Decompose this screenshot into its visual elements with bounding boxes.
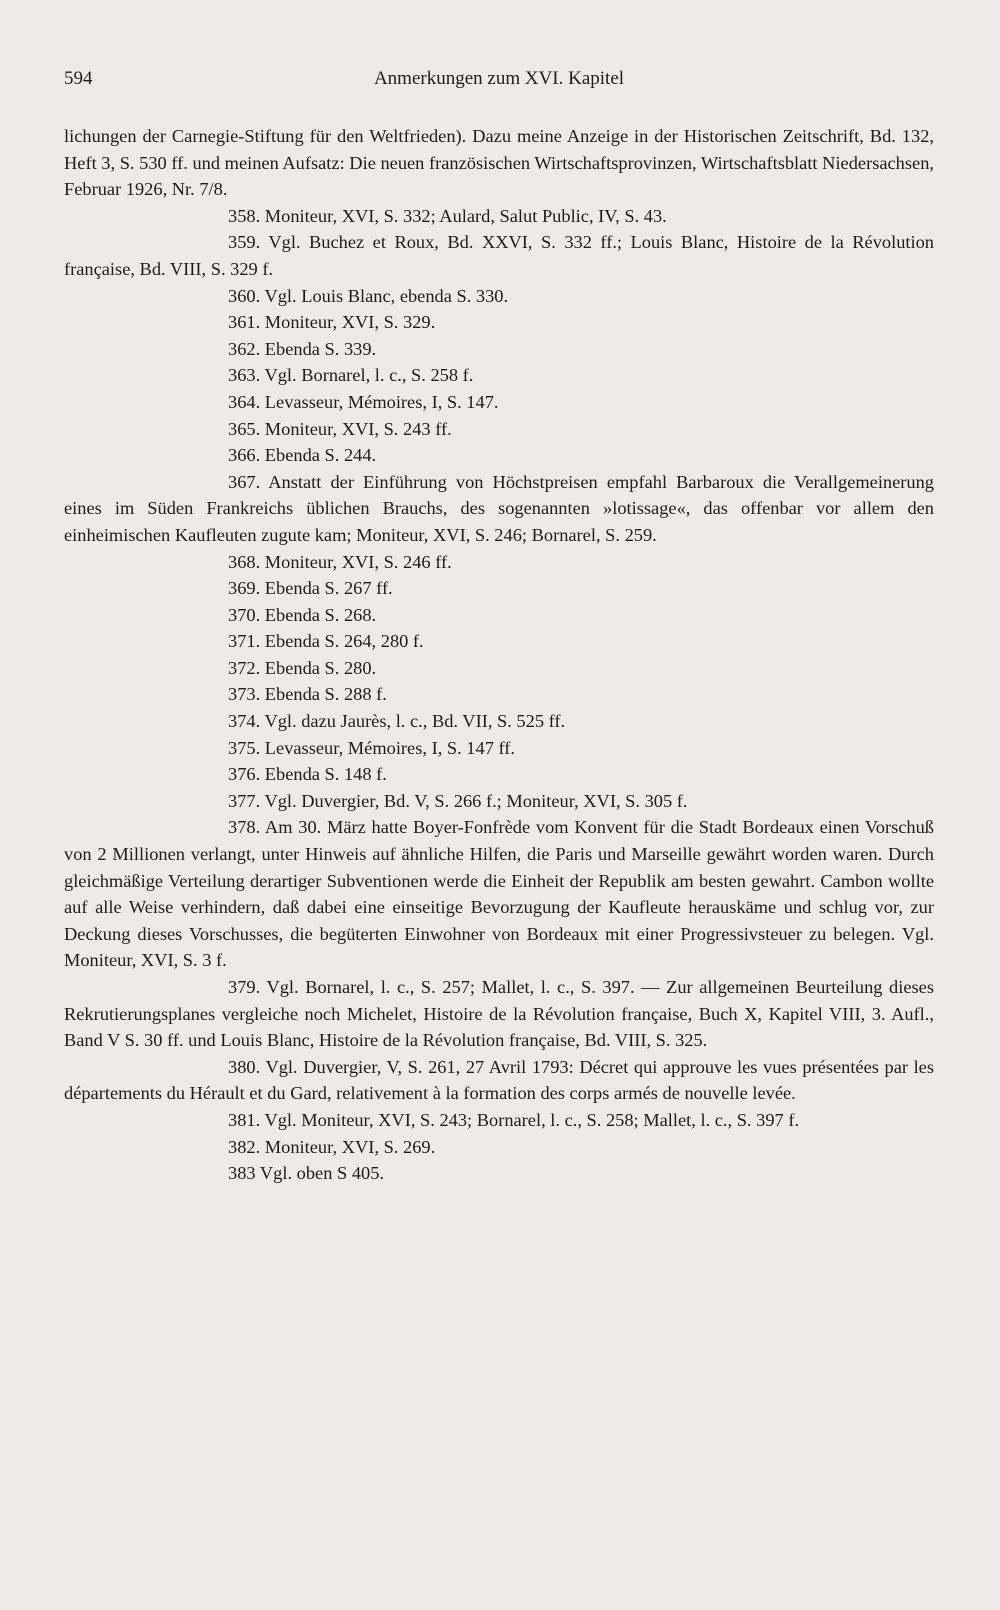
- note-item: [64, 549, 934, 576]
- note-text: Vgl. dazu Jaurès, l. c., Bd. VII, S. 525 ff.: [264, 711, 566, 732]
- note-text: Vgl. Bornarel, l. c., S. 257; Mallet, l. c., S. 397. — Zur allgemeinen Beurteilung dieses Rekrutierungsplanes vergleiche noch Michelet, Histoire de la Révolution française, Buch X, Kapitel VIII, 3. Aufl., Band V S. 30 ff. und Louis Blanc, Histoire de la Révolution française, Bd. VIII, S. 325.: [64, 977, 935, 1051]
- note-text: Ebenda S. 288 f.: [264, 684, 387, 705]
- note-text: Levasseur, Mémoires, I, S. 147 ff.: [264, 737, 516, 758]
- note-text: Moniteur, XVI, S. 243 ff.: [264, 418, 452, 439]
- note-item: [64, 735, 934, 762]
- note-item: [64, 681, 934, 708]
- note-number: 362.: [228, 338, 261, 359]
- note-number: 360.: [228, 285, 261, 306]
- note-number: 364.: [228, 391, 261, 412]
- note-text: Ebenda S. 244.: [264, 445, 377, 466]
- note-number: 367.: [228, 471, 261, 492]
- note-item: [64, 362, 934, 389]
- note-text: Vgl. Louis Blanc, ebenda S. 330.: [264, 285, 509, 306]
- note-item: [64, 655, 934, 682]
- note-number: 373.: [228, 684, 261, 705]
- note-number: 381.: [228, 1109, 261, 1130]
- note-item: [64, 974, 934, 1054]
- page-number: 594: [64, 68, 93, 89]
- note-item: [64, 1160, 934, 1187]
- note-number: 375.: [228, 737, 261, 758]
- note-number: 361.: [228, 312, 261, 333]
- note-continuation: lichungen der Carnegie-Stiftung für den Weltfrieden). Dazu meine Anzeige in der Historischen Zeitschrift, Bd. 132, Heft 3, S. 530 ff. und meinen Aufsatz: Die neuen französischen Wirtschaftsprovinzen, Wirtschaftsblatt Niedersachsen, Februar 1926, Nr. 7/8.: [64, 126, 934, 200]
- note-number: 358.: [228, 205, 261, 226]
- note-item: [64, 1134, 934, 1161]
- note-text: Anstatt der Einführung von Höchstpreisen empfahl Barbaroux die Verallgemeinerung eines im Süden Frankreichs üblichen Brauchs, des sogenannten »lotissage«, das offenbar vor allem den einheimischen Kaufleuten zugute kam; Moniteur, XVI, S. 246; Bornarel, S. 259.: [64, 471, 934, 545]
- note-list: [64, 203, 934, 1187]
- note-number: 380.: [228, 1056, 261, 1077]
- note-item: [64, 229, 934, 282]
- note-item: [64, 203, 934, 230]
- note-item: [64, 1054, 934, 1107]
- note-number: 376.: [228, 764, 261, 785]
- note-item: [64, 442, 934, 469]
- note-number: 378.: [228, 817, 261, 838]
- note-text: Ebenda S. 264, 280 f.: [264, 631, 424, 652]
- note-item: [64, 628, 934, 655]
- note-text: Vgl. oben S 405.: [259, 1163, 384, 1184]
- note-number: 369.: [228, 578, 261, 599]
- note-text: Ebenda S. 267 ff.: [264, 578, 393, 599]
- running-title: Anmerkungen zum XVI. Kapitel: [373, 68, 625, 89]
- note-item: [64, 761, 934, 788]
- note-item: [64, 602, 934, 629]
- note-text: Vgl. Moniteur, XVI, S. 243; Bornarel, l. c., S. 258; Mallet, l. c., S. 397 f.: [264, 1109, 800, 1130]
- note-text: Am 30. März hatte Boyer-Fonfrède vom Konvent für die Stadt Bordeaux einen Vorschuß von 2 Millionen verlangt, unter Hinweis auf ähnliche Hilfen, die Paris und Marseille gewährt worden waren. Durch gleichmäßige Verteilung derartiger Subventionen werde die Einheit der Republik am besten gewahrt. Cambon wollte auf alle Weise verhindern, daß dabei eine einseitige Bevorzugung der Kaufleute herauskäme und schlug vor, zur Deckung dieses Vorschusses, die begüterten Einwohner von Bordeaux mit einer Progressivsteuer zu belegen. Vgl. Moniteur, XVI, S. 3 f.: [64, 817, 934, 971]
- note-number: 359.: [228, 232, 261, 253]
- note-text: Ebenda S. 339.: [264, 338, 377, 359]
- endnotes: [64, 123, 934, 1187]
- note-item: [64, 389, 934, 416]
- note-number: 383: [228, 1163, 256, 1184]
- note-text: Vgl. Bornarel, l. c., S. 258 f.: [264, 365, 474, 386]
- note-number: 372.: [228, 657, 261, 678]
- note-text: Moniteur, XVI, S. 246 ff.: [264, 551, 452, 572]
- note-text: Levasseur, Mémoires, I, S. 147.: [264, 391, 499, 412]
- note-item: [64, 1107, 934, 1134]
- note-number: 366.: [228, 445, 261, 466]
- note-number: 379.: [228, 977, 261, 997]
- note-number: 374.: [228, 711, 261, 732]
- note-text: Ebenda S. 280.: [264, 657, 377, 678]
- note-item: [64, 336, 934, 363]
- note-text: Ebenda S. 268.: [264, 604, 377, 625]
- note-item: [64, 788, 934, 815]
- note-number: 365.: [228, 418, 261, 439]
- note-item: [64, 416, 934, 443]
- note-item: [64, 708, 934, 735]
- note-text: Moniteur, XVI, S. 332; Aulard, Salut Public, IV, S. 43.: [264, 205, 667, 226]
- note-item: [64, 469, 934, 549]
- note-item: [64, 309, 934, 336]
- note-number: 377.: [228, 790, 261, 811]
- note-number: 368.: [228, 551, 261, 572]
- page-header: [64, 68, 934, 98]
- note-number: 382.: [228, 1136, 261, 1157]
- note-text: Vgl. Buchez et Roux, Bd. XXVI, S. 332 ff.; Louis Blanc, Histoire de la Révolution française, Bd. VIII, S. 329 f.: [64, 232, 935, 279]
- note-text: Vgl. Duvergier, V, S. 261, 27 Avril 1793: Décret qui approuve les vues présentées par les départements du Hérault et du Gard, relativement à la formation des corps armés de nouvelle levée.: [64, 1056, 935, 1104]
- note-text: Moniteur, XVI, S. 269.: [264, 1136, 436, 1157]
- note-number: 370.: [228, 604, 261, 625]
- note-item: [64, 283, 934, 310]
- note-item: [64, 814, 934, 974]
- note-text: Moniteur, XVI, S. 329.: [264, 312, 436, 333]
- note-text: Ebenda S. 148 f.: [264, 764, 387, 785]
- note-number: 363.: [228, 365, 261, 386]
- note-number: 371.: [228, 631, 261, 652]
- note-text: Vgl. Duvergier, Bd. V, S. 266 f.; Moniteur, XVI, S. 305 f.: [264, 790, 688, 811]
- note-item: [64, 575, 934, 602]
